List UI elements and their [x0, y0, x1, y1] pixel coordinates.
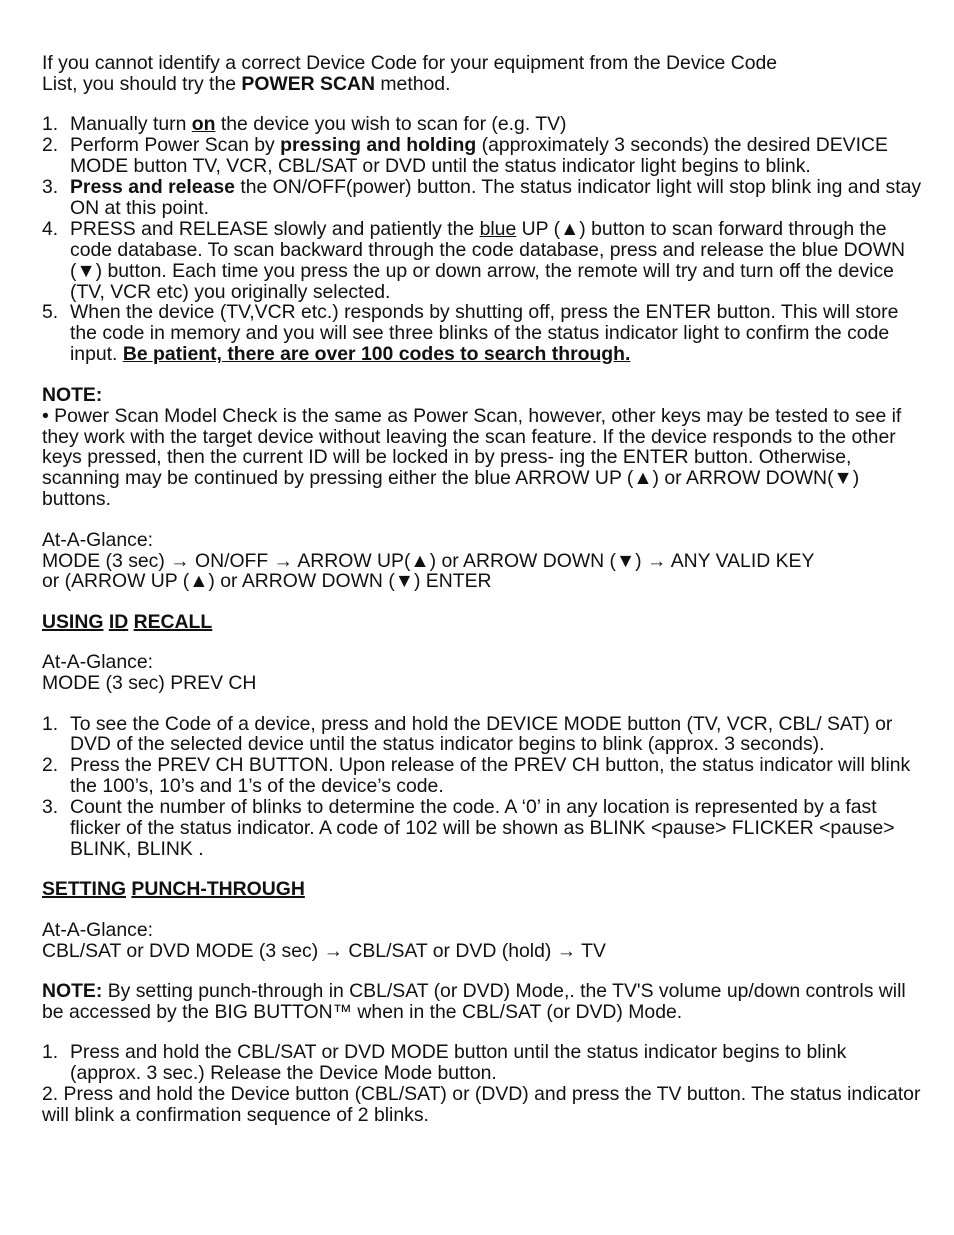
- note-text: By setting punch-through in CBL/SAT (or DVD) Mode,. the TV'S volume up/down controls will be accessed by the BIG BUTTON™ when in the CBL/SAT (or DVD) Mode.: [42, 980, 906, 1024]
- note-text: • Power Scan Model Check is the same as Power Scan, however, other keys may be tested to see if they work with the target device without leaving the scan feature. If the device responds to the other keys pressed, then the current ID will be locked in by press- ing the ENTER button. Otherwise, scanning may be continued by pressing either the blue ARROW UP (▲) or ARROW DOWN(▼) buttons.: [42, 404, 902, 511]
- step-text: Press and hold the CBL/SAT or DVD MODE button until the status indicator begins to blink (approx. 3 sec.) Release the Device Mode button.: [70, 1041, 847, 1085]
- intro-paragraph: [42, 53, 922, 95]
- glance-line-2: or (ARROW UP (▲) or ARROW DOWN (▼) ENTER: [42, 570, 492, 593]
- glance-line-1: MODE (3 sec) → ON/OFF → ARROW UP(▲) or ARROW DOWN (▼) → ANY VALID KEY: [42, 549, 815, 572]
- punch-through-heading: [42, 879, 922, 900]
- glance-line: MODE (3 sec) PREV CH: [42, 672, 257, 695]
- step-text-cont: the ON/OFF(power) button. The status indicator light will stop blink ing and stay ON at this point.: [70, 176, 922, 219]
- manual-page: [42, 53, 922, 1126]
- intro-method-name: POWER SCAN: [241, 72, 375, 95]
- step-number: 2.: [42, 134, 59, 157]
- power-scan-steps: [42, 114, 922, 365]
- power-scan-step-3: [42, 177, 922, 219]
- glance-label: At-A-Glance:: [42, 918, 153, 941]
- glance-label: At-A-Glance:: [42, 528, 153, 551]
- step-number: 5.: [42, 301, 59, 324]
- power-scan-step-1: [42, 114, 922, 135]
- punch-through-steps: [42, 1042, 922, 1084]
- power-scan-step-2: [42, 135, 922, 177]
- intro-line-1: If you cannot identify a correct Device Code for your equipment from the Device Code: [42, 52, 778, 74]
- step-number: 1.: [42, 113, 59, 136]
- step-text: Perform Power Scan by: [70, 134, 281, 157]
- step-number: 1.: [42, 1041, 59, 1064]
- heading-word: PUNCH-THROUGH: [131, 878, 305, 901]
- step-text: Press the PREV CH BUTTON. Upon release of the PREV CH button, the status indicator will blink the 100’s, 10’s and 1’s of the device’s code.: [70, 754, 911, 798]
- heading-word: RECALL: [133, 610, 213, 633]
- step-number: 1.: [42, 712, 59, 735]
- step-text-cont: the device you wish to scan for (e.g. TV): [215, 113, 567, 136]
- step-text: PRESS and RELEASE slowly and patiently the: [70, 217, 480, 240]
- step-number: 3.: [42, 176, 59, 199]
- id-recall-steps: [42, 714, 922, 860]
- step-emphasis: Press and release: [70, 176, 235, 199]
- step-text: Manually turn: [70, 113, 192, 136]
- id-recall-step-3: [42, 797, 922, 860]
- heading-word: ID: [108, 610, 129, 633]
- intro-line-2-end: method.: [375, 72, 451, 95]
- power-scan-step-4: [42, 219, 922, 303]
- glance-line: CBL/SAT or DVD MODE (3 sec) → CBL/SAT or DVD (hold) → TV: [42, 939, 606, 962]
- heading-word: SETTING: [42, 878, 127, 901]
- note-label: NOTE:: [42, 383, 103, 406]
- step-emphasis: pressing and holding: [280, 134, 477, 157]
- power-scan-step-5: [42, 302, 922, 365]
- note-label: NOTE:: [42, 980, 103, 1003]
- step-number: 4.: [42, 217, 59, 240]
- intro-line-2-start: List, you should try the: [42, 72, 242, 95]
- step-emphasis: Be patient, there are over 100 codes to search through.: [122, 343, 631, 366]
- step-text: Count the number of blinks to determine the code. A ‘0’ in any location is represented by a fast flicker of the status indicator. A code of 102 will be shown as BLINK <pause> FLICKER <pause> BLINK, BLINK .: [70, 796, 895, 860]
- punch-through-step-1: [42, 1042, 922, 1084]
- step-number: 3.: [42, 796, 59, 819]
- step-number: 2.: [42, 754, 59, 777]
- punch-through-note: [42, 981, 922, 1023]
- step-text: When the device (TV,VCR etc.) responds by shutting off, press the ENTER button. This will store the code in memory and you will see three blinks of the status indicator light to confirm the code input.: [70, 301, 899, 366]
- id-recall-heading: [42, 612, 922, 633]
- step-text-cont: UP (▲) button to scan forward through the code database. To scan backward through the code database, press and release the blue DOWN (▼) button. Each time you press the up or down arrow, the remote will try and turn off the device (TV, VCR etc) you originally selected.: [70, 217, 906, 303]
- step-underlined-word: blue: [479, 217, 517, 240]
- step-text-cont: (approximately 3 seconds) the desired DEVICE MODE button TV, VCR, CBL/SAT or DVD until the status indicator light begins to blink.: [70, 134, 888, 178]
- id-recall-step-2: [42, 755, 922, 797]
- glance-label: At-A-Glance:: [42, 651, 153, 674]
- heading-word: USING: [42, 610, 104, 633]
- step-text: To see the Code of a device, press and hold the DEVICE MODE button (TV, VCR, CBL/ SAT) or DVD of the selected device until the status indicator begins to blink (approx. 3 seconds).: [70, 712, 893, 756]
- id-recall-step-1: [42, 714, 922, 756]
- punch-through-step-2: 2. Press and hold the Device button (CBL/SAT) or (DVD) and press the TV button. The status indicator will blink a confirmation sequence of 2 blinks.: [42, 1083, 921, 1127]
- step-emphasis: on: [191, 113, 216, 136]
